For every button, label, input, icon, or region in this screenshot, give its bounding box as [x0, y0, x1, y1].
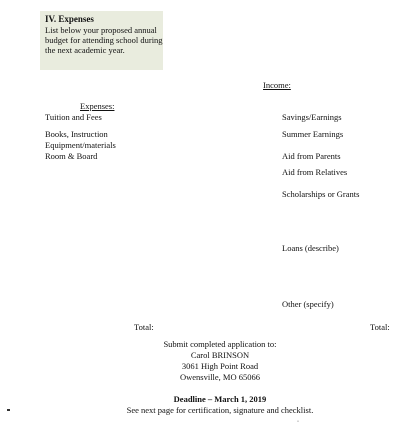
submit-intro: Submit completed application to:	[163, 339, 277, 349]
income-item-parents: Aid from Parents	[282, 151, 341, 161]
income-item-loans: Loans (describe)	[282, 243, 339, 253]
scan-mark: ˚	[297, 421, 299, 427]
deadline: Deadline – March 1, 2019	[173, 394, 267, 404]
income-item-summer: Summer Earnings	[282, 129, 344, 139]
expense-item-room-board: Room & Board	[45, 151, 98, 161]
section-title: IV. Expenses	[45, 14, 94, 24]
income-header: Income:	[263, 80, 291, 90]
scan-speck	[7, 409, 10, 411]
expense-item-books: Books, Instruction	[45, 129, 108, 139]
income-item-other: Other (specify)	[282, 299, 334, 309]
income-item-relatives: Aid from Relatives	[282, 167, 348, 177]
expenses-header: Expenses:	[80, 101, 115, 111]
next-page-note: See next page for certification, signature and checklist.	[126, 405, 314, 415]
submit-name: Carol BRINSON	[190, 350, 250, 360]
income-item-scholarships: Scholarships or Grants	[282, 189, 360, 199]
income-total-label: Total:	[370, 322, 390, 332]
expenses-total-label: Total:	[134, 322, 154, 332]
section-description: List below your proposed annual budget for attending school during the next academic year.	[45, 25, 163, 55]
expense-item-equipment: Equipment/materials	[45, 140, 116, 150]
submit-street: 3061 High Point Road	[181, 361, 259, 371]
income-item-savings: Savings/Earnings	[282, 112, 342, 122]
submit-city: Owensville, MO 65066	[179, 372, 261, 382]
expense-item-tuition: Tuition and Fees	[45, 112, 102, 122]
